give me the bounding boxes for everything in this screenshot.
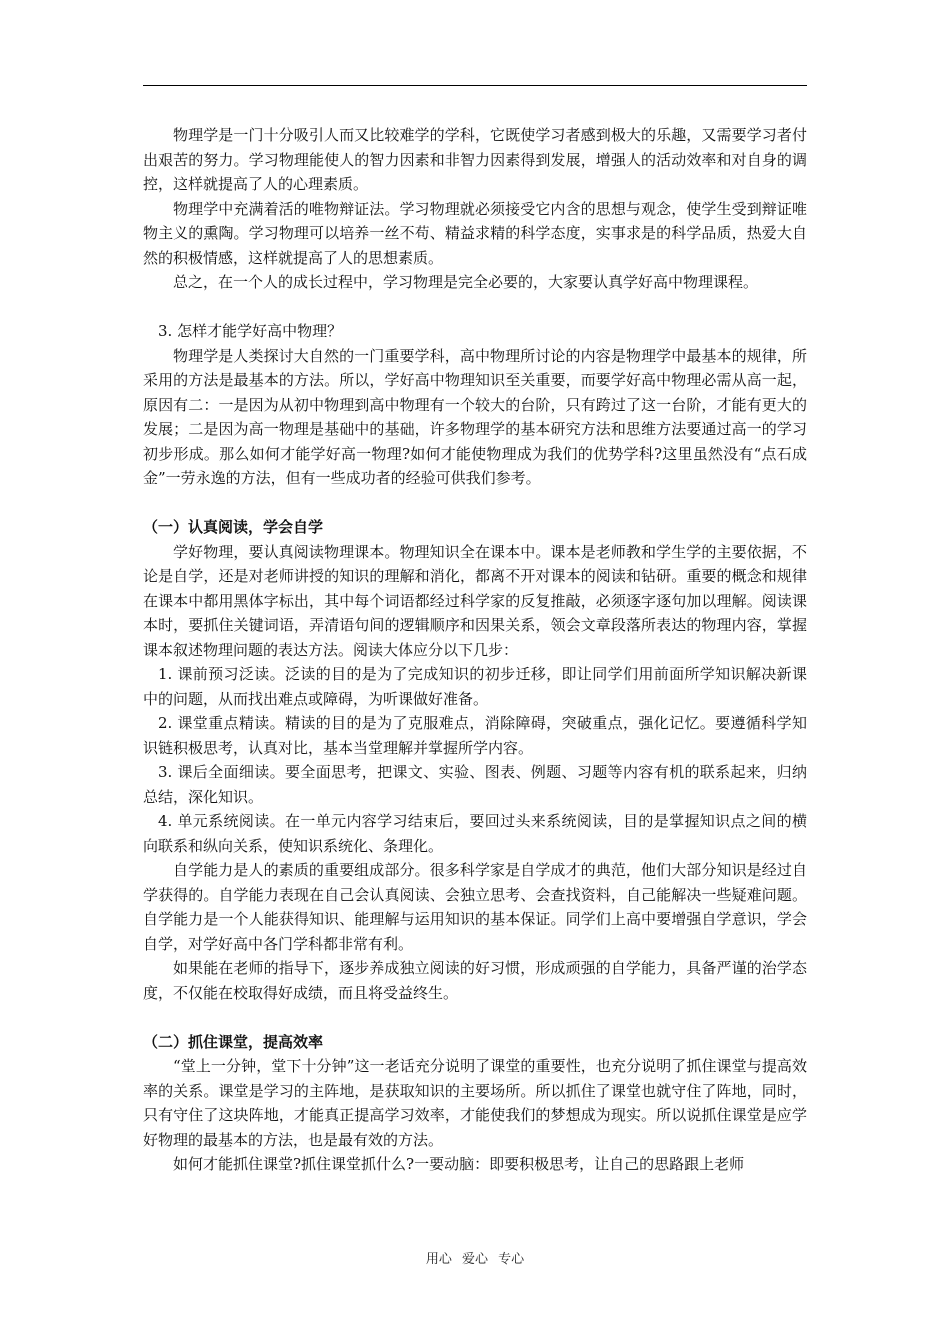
paragraph: 如何才能抓住课堂?抓住课堂抓什么?一要动脑：即要积极思考，让自己的思路跟上老师 [173,1155,745,1173]
list-item: 1. 课前预习泛读。泛读的目的是为了完成知识的初步迁移，即让同学们用前面所学知识解决新课中的问题，从而找出难点或障碍，为听课做好准备。 [143,665,807,708]
spacer [143,491,807,516]
spacer [143,1005,807,1030]
paragraph: 物理学是一门十分吸引人而又比较难学的学科，它既使学习者感到极大的乐趣，又需要学习者付出艰苦的努力。学习物理能使人的智力因素和非智力因素得到发展，增强人的活动效率和对自身的调控，这样就提高了人的心理素质。 [143,126,807,193]
section-heading: （二）抓住课堂，提高效率 [143,1032,324,1051]
paragraph: 自学能力是人的素质的重要组成部分。很多科学家是自学成才的典范，他们大部分知识是经过自学获得的。自学能力表现在自己会认真阅读、会独立思考、会查找资料，自己能解决一些疑难问题。自学能力是一个人能获得知识、能理解与运用知识的基本保证。同学们上高中要增强自学意识，学会自学，对学好高中各门学科都非常有利。 [143,861,807,953]
list-item: 3. 课后全面细读。要全面思考，把课文、实验、图表、例题、习题等内容有机的联系起来，归纳总结，深化知识。 [143,763,807,806]
paragraph: 物理学中充满着活的唯物辩证法。学习物理就必须接受它内含的思想与观念，使学生受到辩证唯物主义的熏陶。学习物理可以培养一丝不苟、精益求精的科学态度，实事求是的科学品质，热爱大自然的积极情感，这样就提高了人的思想素质。 [143,199,807,267]
spacer [143,295,807,320]
paragraph: 如果能在老师的指导下，逐步养成独立阅读的好习惯，形成顽强的自学能力，具备严谨的治学态度，不仅能在校取得好成绩，而且将受益终生。 [143,959,807,1002]
section-heading: （一）认真阅读，学会自学 [143,518,324,536]
list-item: 2. 课堂重点精读。精读的目的是为了克服难点，消除障碍，突破重点，强化记忆。要遵循科学知识链积极思考，认真对比，基本当堂理解并掌握所学内容。 [143,714,807,757]
question-heading: 3. 怎样才能学好高中物理？ [158,322,343,340]
page-footer: 用心 爱心 专心 [425,1252,525,1267]
list-item: 4. 单元系统阅读。在一单元内容学习结束后，要回过头来系统阅读，目的是掌握知识点之间的横向联系和纵向关系，使知识系统化、条理化。 [143,812,807,855]
paragraph: “堂上一分钟，堂下十分钟”这一老话充分说明了课堂的重要性，也充分说明了抓住课堂与提高效率的关系。课堂是学习的主阵地，是获取知识的主要场所。所以抓住了课堂也就守住了阵地，同时，只有守住了这块阵地，才能真正提高学习效率，才能使我们的梦想成为现实。所以说抓住课堂是应学好物理的最基本的方法，也是最有效的方法。 [143,1057,807,1149]
paragraph: 物理学是人类探讨大自然的一门重要学科，高中物理所讨论的内容是物理学中最基本的规律，所采用的方法是最基本的方法。所以，学好高中物理知识至关重要，而要学好高中物理必需从高一起，原因有二：一是因为从初中物理到高中物理有一个较大的台阶，只有跨过了这一台阶，才能有更大的发展；二是因为高一物理是基础中的基础，许多物理学的基本研究方法和思维方法要通过高一的学习初步形成。那么如何才能学好高一物理?如何才能使物理成为我们的优势学科?这里虽然没有“点石成金”一劳永逸的方法，但有一些成功者的经验可供我们参考。 [143,346,807,487]
paragraph: 学好物理，要认真阅读物理课本。物理知识全在课本中。课本是老师教和学生学的主要依据，不论是自学，还是对老师讲授的知识的理解和消化，都离不开对课本的阅读和钻研。重要的概念和规律在课本中都用黑体字标出，其中每个词语都经过科学家的反复推敲，必须逐字逐句加以理解。阅读课本时，要抓住关键词语，弄清语句间的逻辑顺序和因果关系，领会文章段落所表达的物理内容，掌握课本叙述物理问题的表达方法。阅读大体应分以下几步： [143,542,807,659]
header-rule [143,85,807,86]
document-body [143,123,807,1177]
paragraph: 总之，在一个人的成长过程中，学习物理是完全必要的，大家要认真学好高中物理课程。 [173,273,759,291]
